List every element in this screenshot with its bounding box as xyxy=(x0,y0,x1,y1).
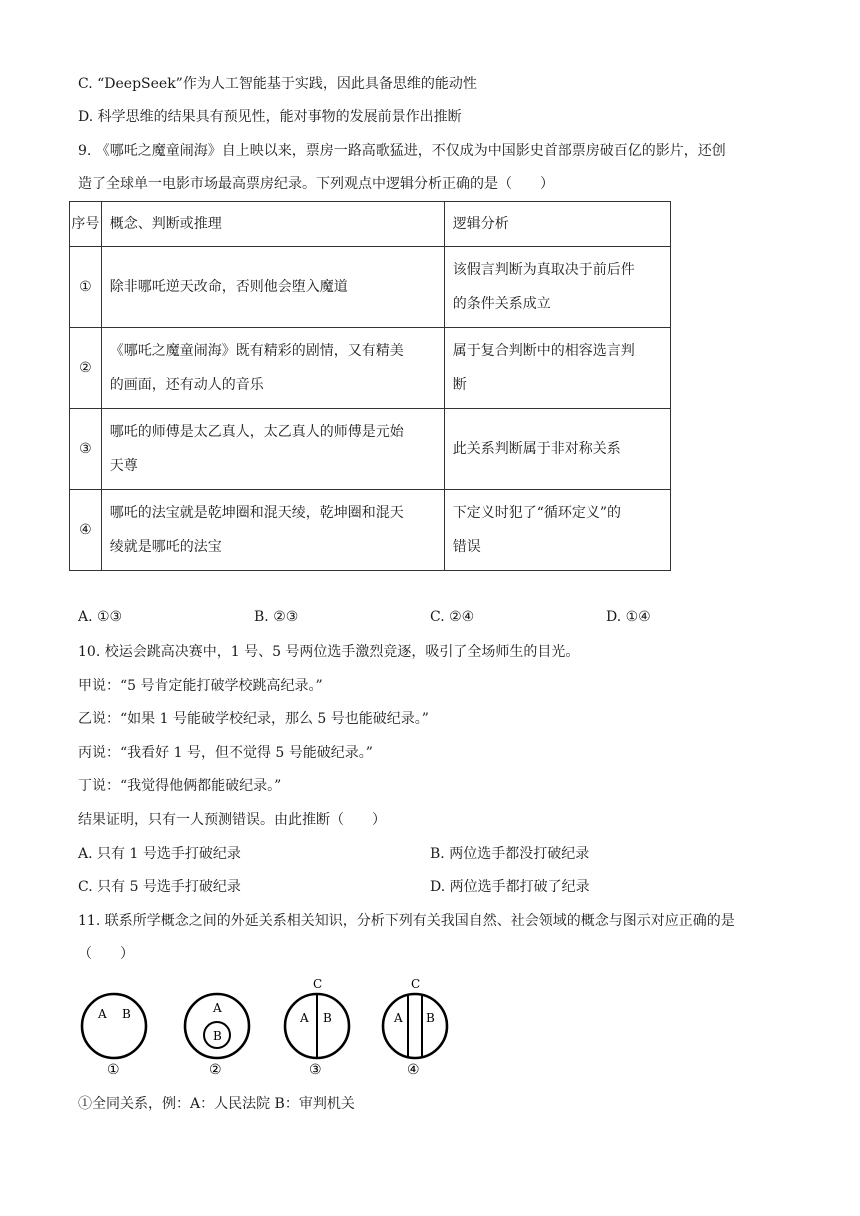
table-row xyxy=(70,328,671,409)
q10-option-b: B. 两位选手都没打破纪录 xyxy=(430,846,590,862)
question-9-stem-cont: 造了全球单一电影市场最高票房纪录。下列观点中逻辑分析正确的是（ ） xyxy=(78,176,554,192)
row-content: 除非哪吒逆天改命，否则他会堕入魔道 xyxy=(101,247,444,328)
svg-text:B: B xyxy=(213,1029,222,1043)
svg-text:B: B xyxy=(122,1007,131,1021)
q10-statement-jia: 甲说：“5 号肯定能打破学校跳高纪录。” xyxy=(78,678,323,694)
header-analysis: 逻辑分析 xyxy=(444,202,670,247)
row-content: 哪吒的法宝就是乾坤圈和混天绫，乾坤圈和混天 绫就是哪吒的法宝 xyxy=(101,490,444,571)
svg-text:A: A xyxy=(98,1007,107,1021)
row-analysis: 下定义时犯了“循环定义”的 错误 xyxy=(444,490,670,571)
q10-statement-bing: 丙说：“我看好 1 号，但不觉得 5 号能破纪录。” xyxy=(78,745,373,761)
svg-text:A: A xyxy=(300,1011,309,1025)
q10-result: 结果证明，只有一人预测错误。由此推断（ ） xyxy=(78,812,386,828)
q10-statement-yi: 乙说：“如果 1 号能破学校纪录，那么 5 号也能破纪录。” xyxy=(78,711,429,727)
header-number: 序号 xyxy=(70,202,102,247)
question-11-paren: （ ） xyxy=(78,946,134,962)
question-9-stem: 9. 《哪吒之魔童闹海》自上映以来，票房一路高歌猛进，不仅成为中国影史首部票房破百亿的影片，还创 xyxy=(78,143,726,159)
diagram-3-contradiction xyxy=(285,977,349,1078)
row-analysis: 该假言判断为真取决于前后件 的条件关系成立 xyxy=(444,247,670,328)
row-content: 哪吒的师傅是太乙真人，太乙真人的师傅是元始 天尊 xyxy=(101,409,444,490)
table-row xyxy=(70,409,671,490)
q9-option-d: D. ①④ xyxy=(606,609,651,625)
q10-option-d: D. 两位选手都打破了纪录 xyxy=(430,879,590,895)
svg-text:A: A xyxy=(394,1011,403,1025)
svg-text:B: B xyxy=(426,1011,435,1025)
svg-text:B: B xyxy=(323,1011,332,1025)
row-analysis: 此关系判断属于非对称关系 xyxy=(444,409,670,490)
svg-text:④: ④ xyxy=(407,1062,420,1078)
logic-analysis-table xyxy=(69,201,671,571)
q10-option-a: A. 只有 1 号选手打破纪录 xyxy=(78,846,241,862)
svg-text:③: ③ xyxy=(309,1062,322,1078)
option-c-line: C. “DeepSeek”作为人工智能基于实践，因此具备思维的能动性 xyxy=(78,76,477,92)
diagram-1-identity xyxy=(82,994,146,1078)
table-row xyxy=(70,247,671,328)
q11-note-identity: ①全同关系，例：A：人民法院 B：审判机关 xyxy=(78,1096,355,1112)
row-number: ③ xyxy=(70,409,102,490)
svg-text:A: A xyxy=(213,1001,222,1015)
diagram-2-inclusion xyxy=(185,994,249,1078)
row-number: ① xyxy=(70,247,102,328)
question-10-stem: 10. 校运会跳高决赛中，1 号、5 号两位选手激烈竞逐，吸引了全场师生的目光。 xyxy=(78,644,580,660)
q9-option-b: B. ②③ xyxy=(254,609,299,625)
svg-text:①: ① xyxy=(107,1062,120,1078)
svg-text:C: C xyxy=(411,977,421,991)
q9-option-c: C. ②④ xyxy=(430,609,475,625)
option-d-line: D. 科学思维的结果具有预见性，能对事物的发展前景作出推断 xyxy=(78,109,462,125)
row-number: ④ xyxy=(70,490,102,571)
table-row xyxy=(70,490,671,571)
q9-option-a: A. ①③ xyxy=(78,609,123,625)
row-content: 《哪吒之魔童闹海》既有精彩的剧情，又有精美 的画面，还有动人的音乐 xyxy=(101,328,444,409)
question-11-stem: 11. 联系所学概念之间的外延关系相关知识，分析下列有关我国自然、社会领域的概念与图示对应正确的是 xyxy=(78,913,735,929)
row-analysis: 属于复合判断中的相容选言判 断 xyxy=(444,328,670,409)
q10-statement-ding: 丁说：“我觉得他俩都能破纪录。” xyxy=(78,778,282,794)
q10-option-c: C. 只有 5 号选手打破纪录 xyxy=(78,879,241,895)
concept-relation-diagrams xyxy=(76,970,456,1082)
table-header-row xyxy=(70,202,671,247)
svg-text:②: ② xyxy=(209,1062,222,1078)
svg-text:C: C xyxy=(313,977,323,991)
row-number: ② xyxy=(70,328,102,409)
diagram-4-contrariety xyxy=(383,977,447,1078)
header-content: 概念、判断或推理 xyxy=(101,202,444,247)
